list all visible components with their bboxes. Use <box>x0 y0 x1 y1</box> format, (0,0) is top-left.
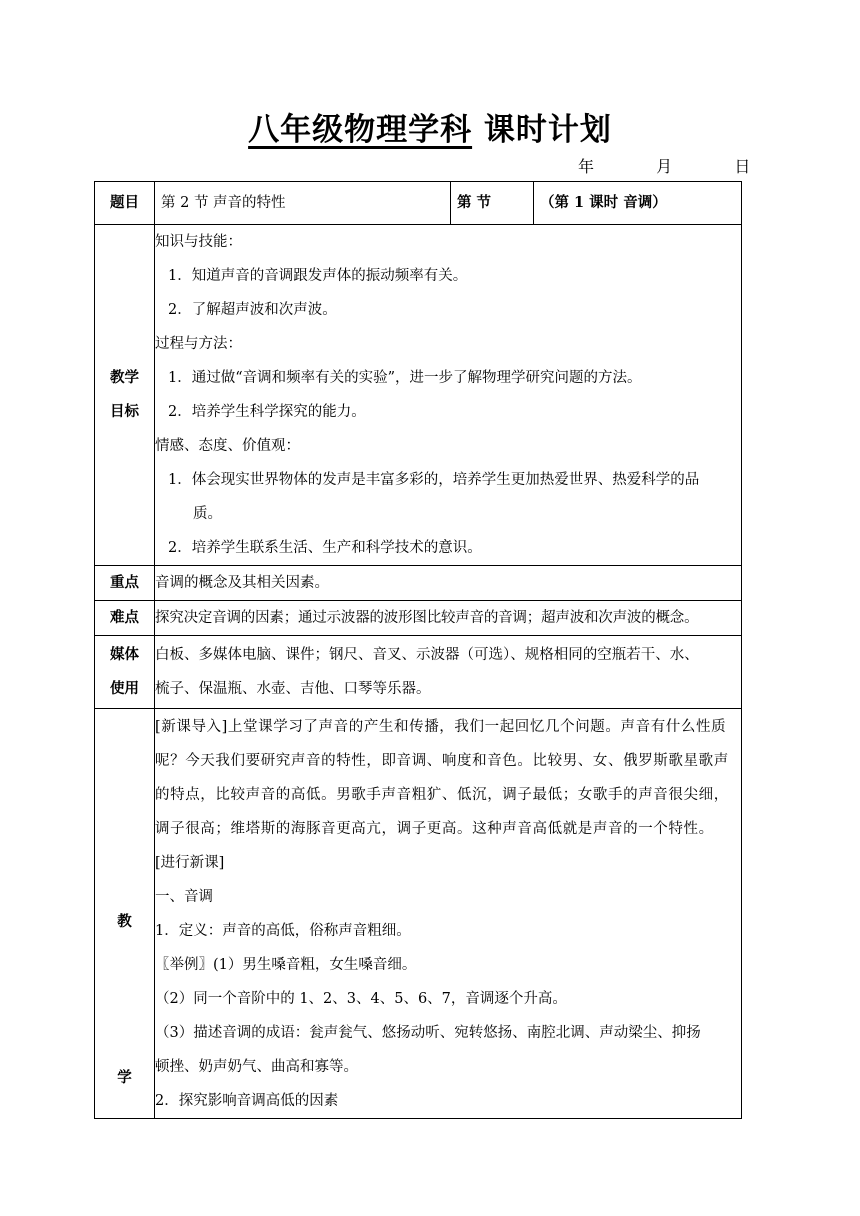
objective-line: 情感、态度、价值观： <box>155 438 300 454</box>
topic-label: 题目 <box>95 182 155 225</box>
teaching-line: 一、音调 <box>155 889 213 905</box>
section-label: 第 节 <box>451 182 534 225</box>
media-label <box>95 636 155 709</box>
teaching-row <box>95 709 742 1119</box>
objective-line: 2．了解超声波和次声波。 <box>168 302 337 318</box>
teaching-line: 的特点，比较声音的高低。男歌手声音粗犷、低沉，调子最低；女歌手的声音很尖细， <box>155 787 729 803</box>
objectives-label-line2: 目标 <box>110 403 139 420</box>
objective-line: 1．体会现实世界物体的发声是丰富多彩的，培养学生更加热爱世界、热爱科学的品 <box>168 472 700 488</box>
title-plan: 课时计划 <box>483 112 612 148</box>
topic-value: 第 2 节 声音的特性 <box>155 182 451 225</box>
date-line: 年 月 日 <box>578 157 751 176</box>
difficulty-label: 难点 <box>95 601 155 636</box>
objectives-label <box>95 225 155 566</box>
media-line: 梳子、保温瓶、水壶、吉他、口琴等乐器。 <box>155 681 431 697</box>
lesson-plan-table <box>94 181 742 1119</box>
key-point-row <box>95 566 742 601</box>
key-point-label: 重点 <box>95 566 155 601</box>
teaching-line: 调子很高；维塔斯的海豚音更高亢，调子更高。这种声音高低就是声音的一个特性。 <box>155 821 714 837</box>
media-content <box>155 636 742 709</box>
teaching-line: 呢？今天我们要研究声音的特性，即音调、响度和音色。比较男、女、俄罗斯歌星歌声 <box>155 753 729 769</box>
teaching-line: 〖举例〗(1）男生嗓音粗，女生嗓音细。 <box>155 957 417 973</box>
objective-line: 1．通过做“音调和频率有关的实验”，进一步了解物理学研究问题的方法。 <box>168 370 642 386</box>
teaching-line: （3）描述音调的成语：瓮声瓮气、悠扬动听、宛转悠扬、南腔北调、声动梁尘、抑扬 <box>155 1025 701 1041</box>
media-line: 白板、多媒体电脑、课件；钢尺、音叉、示波器（可选）、规格相同的空瓶若干、水、 <box>155 647 699 663</box>
teaching-label <box>95 709 155 1119</box>
media-row <box>95 636 742 709</box>
teaching-line: 2．探究影响音调高低的因素 <box>155 1093 339 1109</box>
teaching-line: [进行新课] <box>155 855 225 871</box>
teaching-line: 顿挫、奶声奶气、曲高和寡等。 <box>155 1059 358 1075</box>
teaching-content <box>155 709 742 1119</box>
objective-line: 2．培养学生科学探究的能力。 <box>168 404 366 420</box>
objective-line: 2．培养学生联系生活、生产和科学技术的意识。 <box>168 540 482 556</box>
teaching-line: [新课导入]上堂课学习了声音的产生和传播，我们一起回忆几个问题。声音有什么性质 <box>155 719 727 735</box>
objective-line: 过程与方法： <box>155 336 242 352</box>
objective-line: 知识与技能： <box>155 234 242 250</box>
teaching-line: （2）同一个音阶中的 1、2、3、4、5、6、7，音调逐个升高。 <box>155 991 567 1007</box>
objectives-content <box>155 225 742 566</box>
difficulty-row <box>95 601 742 636</box>
media-label-line2: 使用 <box>110 680 139 697</box>
teaching-label-line2: 学 <box>117 1069 132 1086</box>
title-subject: 八年级物理学科 <box>248 112 473 148</box>
difficulty-value: 探究决定音调的因素；通过示波器的波形图比较声音的音调；超声波和次声波的概念。 <box>155 601 742 636</box>
lesson-label: （第 1 课时 音调） <box>534 182 742 225</box>
teaching-line: 1．定义：声音的高低，俗称声音粗细。 <box>155 923 411 939</box>
objective-line: 质。 <box>193 506 222 522</box>
objectives-label-line1: 教学 <box>110 369 139 386</box>
media-label-line1: 媒体 <box>110 646 139 663</box>
teaching-label-line1: 教 <box>117 913 132 930</box>
topic-row <box>95 182 742 225</box>
page-title <box>0 104 860 149</box>
objective-line: 1．知道声音的音调跟发声体的振动频率有关。 <box>168 268 468 284</box>
key-point-value: 音调的概念及其相关因素。 <box>155 566 742 601</box>
objectives-row <box>95 225 742 566</box>
